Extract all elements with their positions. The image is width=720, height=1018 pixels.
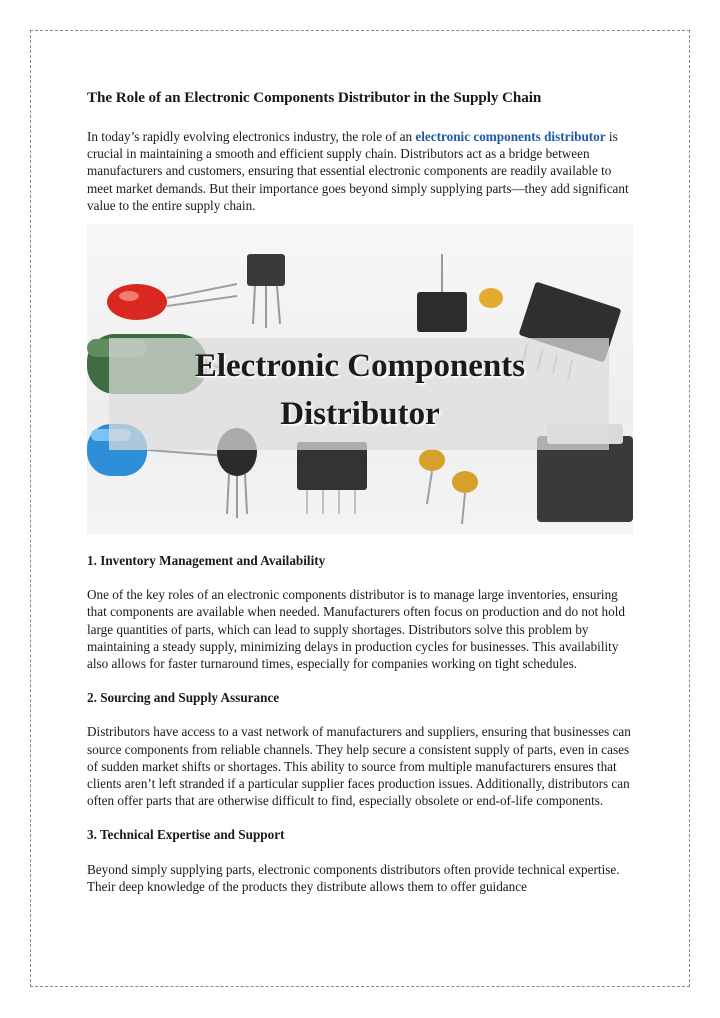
sections bbox=[87, 552, 635, 895]
section-body-sourcing: Distributors have access to a vast network of manufacturers and suppliers, ensuring that businesses can source components from reliable channels. They help secure a consistent supply of parts, even in cases of sudden market shifts or shortages. This ability to source from multiple manufacturers ensures that clients aren’t left stranded if a particular supplier faces production issues. Additionally, distributors can often offer parts that are otherwise difficult to find, especially obsolete or end-of-life components. bbox=[87, 724, 631, 809]
section-body-inventory: One of the key roles of an electronic components distributor is to manage large inventories, ensuring that components are available when needed. Manufacturers often focus on production and do not hold large quantities of parts, which can lead to supply shortages. Distributors solve this problem by maintaining a steady supply, minimizing delays in production cycles for businesses. This availability also allows for faster turnaround times, especially for companies working on tight schedules. bbox=[87, 587, 625, 672]
red-led-icon bbox=[107, 284, 237, 320]
dip-chip-center-icon bbox=[297, 442, 367, 514]
transistor-top-icon bbox=[247, 254, 285, 328]
intro-text-after: is crucial in maintaining a smooth and efficient supply chain. Distributors act as a bridge between manufacturers and customers, ensuring that essential electronic components are readily available to meet market demands. But their importance goes beyond simply supplying parts—they add significant value to the entire supply chain. bbox=[87, 129, 629, 213]
chip-top-icon bbox=[417, 254, 467, 332]
ceramic-capacitor-icon bbox=[419, 449, 478, 524]
section-heading-technical: 3. Technical Expertise and Support bbox=[87, 827, 285, 843]
article bbox=[87, 88, 635, 214]
yellow-capacitor-icon bbox=[479, 288, 503, 308]
hero-caption bbox=[87, 342, 633, 438]
hero-caption-line2: Distributor bbox=[280, 396, 440, 432]
section-heading-inventory: 1. Inventory Management and Availability bbox=[87, 553, 326, 568]
hero-image bbox=[87, 224, 633, 534]
section-body-technical: Beyond simply supplying parts, electronic components distributors often provide technical expertise. Their deep knowledge of the products they distribute allows them to offer guidance bbox=[87, 861, 620, 894]
intro-text-before: In today’s rapidly evolving electronics industry, the role of an bbox=[87, 129, 416, 144]
distributor-link[interactable]: electronic components distributor bbox=[415, 129, 606, 144]
hero-caption-line1: Electronic Components bbox=[194, 348, 526, 384]
article-title: The Role of an Electronic Components Distributor in the Supply Chain bbox=[87, 89, 542, 106]
section-heading-sourcing: 2. Sourcing and Supply Assurance bbox=[87, 690, 280, 706]
intro-paragraph bbox=[87, 128, 635, 214]
